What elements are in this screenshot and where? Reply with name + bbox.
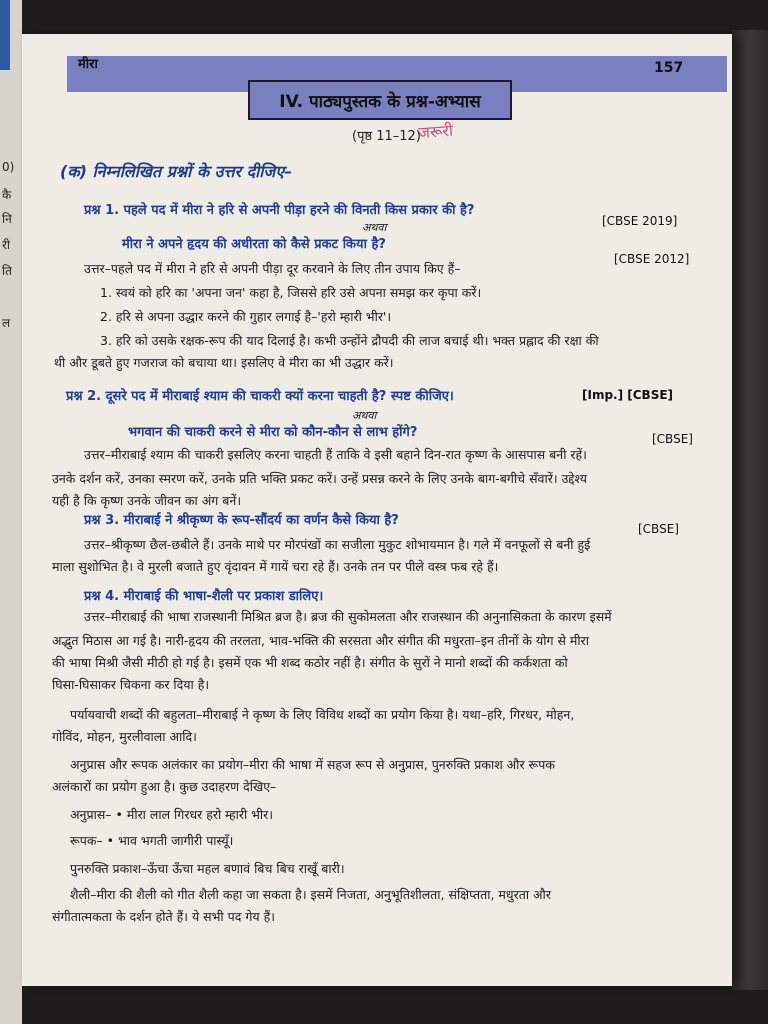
- answer-point: 1. स्वयं को हरि का 'अपना जन' कहा है, जिससे हरि उसे अपना समझ कर कृपा करें।: [100, 285, 482, 300]
- or-label: अथवा: [362, 221, 387, 234]
- answer-4-line: घिसा-घिसाकर चिकना कर दिया है।: [52, 677, 210, 692]
- citation: [Imp.] [CBSE]: [582, 388, 674, 402]
- book-page: [22, 34, 732, 986]
- question-3: प्रश्न 3. मीराबाई ने श्रीकृष्ण के रूप-सौंदर्य का वर्णन कैसे किया है?: [84, 513, 399, 528]
- answer-2-line: यही है कि कृष्ण उनके जीवन का अंग बनें।: [52, 493, 242, 508]
- or-label: अथवा: [352, 409, 377, 422]
- shaili-line: संगीतात्मकता के दर्शन होते हैं। ये सभी पद गेय हैं।: [52, 909, 275, 924]
- answer-4-line: की भाषा मिश्री जैसी मीठी हो गई है। इसमें एक भी शब्द कठोर नहीं है। संगीत के सुरों ने मानो शब्दों की कर्कशता को: [52, 655, 568, 670]
- citation: [CBSE 2019]: [602, 214, 678, 228]
- answer-4-line: अद्भुत मिठास आ गई है। नारी-हृदय की तरलता, भाव-भक्ति की सरसता और संगीत की मधुरता–इन तीनों के योग से मीरा: [52, 633, 589, 648]
- answer-point: 3. हरि को उसके रक्षक-रूप की याद दिलाई है। कभी उन्होंने द्रौपदी की लाज बचाई थी। भक्त प्रह्लाद की रक्षा की: [100, 333, 599, 348]
- section-title: IV. पाठ्यपुस्तक के प्रश्न-अभ्यास: [248, 80, 512, 120]
- question-4: प्रश्न 4. मीराबाई की भाषा-शैली पर प्रकाश डालिए।: [84, 589, 324, 604]
- answer-3-line: उत्तर–श्रीकृष्ण छैल-छबीले हैं। उनके माथे पर मोरपंखों का सजीला मुकुट शोभायमान है। गले में वनफूलों से बनी हुई: [84, 537, 591, 552]
- question-2: प्रश्न 2. दूसरे पद में मीराबाई श्याम की चाकरी क्यों करना चाहती है? स्पष्ट कीजिए।: [66, 389, 454, 404]
- citation: [CBSE 2012]: [614, 252, 690, 266]
- citation: [CBSE]: [652, 432, 693, 446]
- blue-page-tab: [0, 0, 10, 70]
- margin-fragment: कै: [2, 188, 12, 202]
- margin-fragment: 0): [2, 160, 15, 174]
- answer-1-intro: उत्तर–पहले पद में मीरा ने हरि से अपनी पीड़ा दूर करवाने के लिए तीन उपाय किए हैं–: [84, 261, 461, 276]
- margin-fragment: ति: [2, 264, 12, 278]
- synonyms-line: गोविंद, मोहन, मुरलीवाला आदि।: [52, 729, 197, 744]
- anupras-example: अनुप्रास– • मीरा लाल गिरधर हरो म्हारी भीर।: [70, 807, 274, 822]
- roopak-example: रूपक– • भाव भगती जागीरी पास्यूँ।: [70, 833, 234, 848]
- alankar-line: अलंकारों का प्रयोग हुआ है। कुछ उदाहरण देखिए–: [52, 779, 277, 794]
- page-reference: (पृष्ठ 11–12): [352, 129, 421, 144]
- right-page-edge: [732, 30, 768, 990]
- question-1-alt: मीरा ने अपने हृदय की अधीरता को कैसे प्रकट किया है?: [122, 237, 386, 252]
- answer-2-line: उत्तर–मीराबाई श्याम की चाकरी इसलिए करना चाहती हैं ताकि वे इसी बहाने दिन-रात कृष्ण के आसपास बनी रहें।: [84, 447, 587, 462]
- answer-3-line: माला सुशोभित है। वे मुरली बजाते हुए वृंदावन में गायें चरा रहे हैं। उनके तन पर पीले वस्त्र फब रहे हैं।: [52, 559, 499, 574]
- page-number: 157: [654, 60, 684, 76]
- answer-4-line: उत्तर–मीराबाई की भाषा राजस्थानी मिश्रित ब्रज है। ब्रज की सुकोमलता और राजस्थान की अनुनासिकता के कारण इसमें: [84, 609, 612, 624]
- question-2-alt: भगवान की चाकरी करने से मीरा को कौन-कौन से लाभ होंगे?: [128, 425, 418, 440]
- punarukti-example: पुनरुक्ति प्रकाश–ऊँचा ऊँचा महल बणावं बिच बिच राखूँ बारी।: [70, 861, 345, 876]
- handwritten-note: जरूरी: [417, 120, 454, 143]
- margin-fragment: री: [2, 238, 11, 252]
- alankar-line: अनुप्रास और रूपक अलंकार का प्रयोग–मीरा की भाषा में सहज रूप से अनुप्रास, पुनरुक्ति प्रकाश और रूपक: [70, 757, 555, 772]
- question-1: प्रश्न 1. पहले पद में मीरा ने हरि से अपनी पीड़ा हरने की विनती किस प्रकार की है?: [84, 203, 475, 218]
- answer-point: 2. हरि से अपना उद्धार करने की गुहार लगाई है–'हरो म्हारी भीर'।: [100, 309, 392, 324]
- margin-fragment: नि: [2, 212, 12, 226]
- subheading: (क) निम्नलिखित प्रश्नों के उत्तर दीजिए–: [60, 162, 293, 181]
- citation: [CBSE]: [638, 522, 679, 536]
- synonyms-line: पर्यायवाची शब्दों की बहुलता–मीराबाई ने कृष्ण के लिए विविध शब्दों का प्रयोग किया है। यथा–हरि, गिरधर, मोहन,: [70, 707, 575, 722]
- shaili-line: शैली–मीरा की शैली को गीत शैली कहा जा सकता है। इसमें निजता, अनुभूतिशीलता, संक्षिप्तता, मधुरता और: [70, 887, 551, 902]
- left-page-edge: [0, 0, 22, 1024]
- answer-1-end: थी और डूबते हुए गजराज को बचाया था। इसलिए वे मीरा का भी उद्धार करें।: [54, 355, 394, 370]
- chapter-label: मीरा: [78, 57, 98, 72]
- margin-fragment: ल: [2, 316, 11, 330]
- answer-2-line: उनके दर्शन करें, उनका स्मरण करें, उनके प्रति भक्ति प्रकट करें। उन्हें प्रसन्न करने के लिए उनके बाग-बगीचे सँवारें। उद्देश्य: [52, 471, 588, 486]
